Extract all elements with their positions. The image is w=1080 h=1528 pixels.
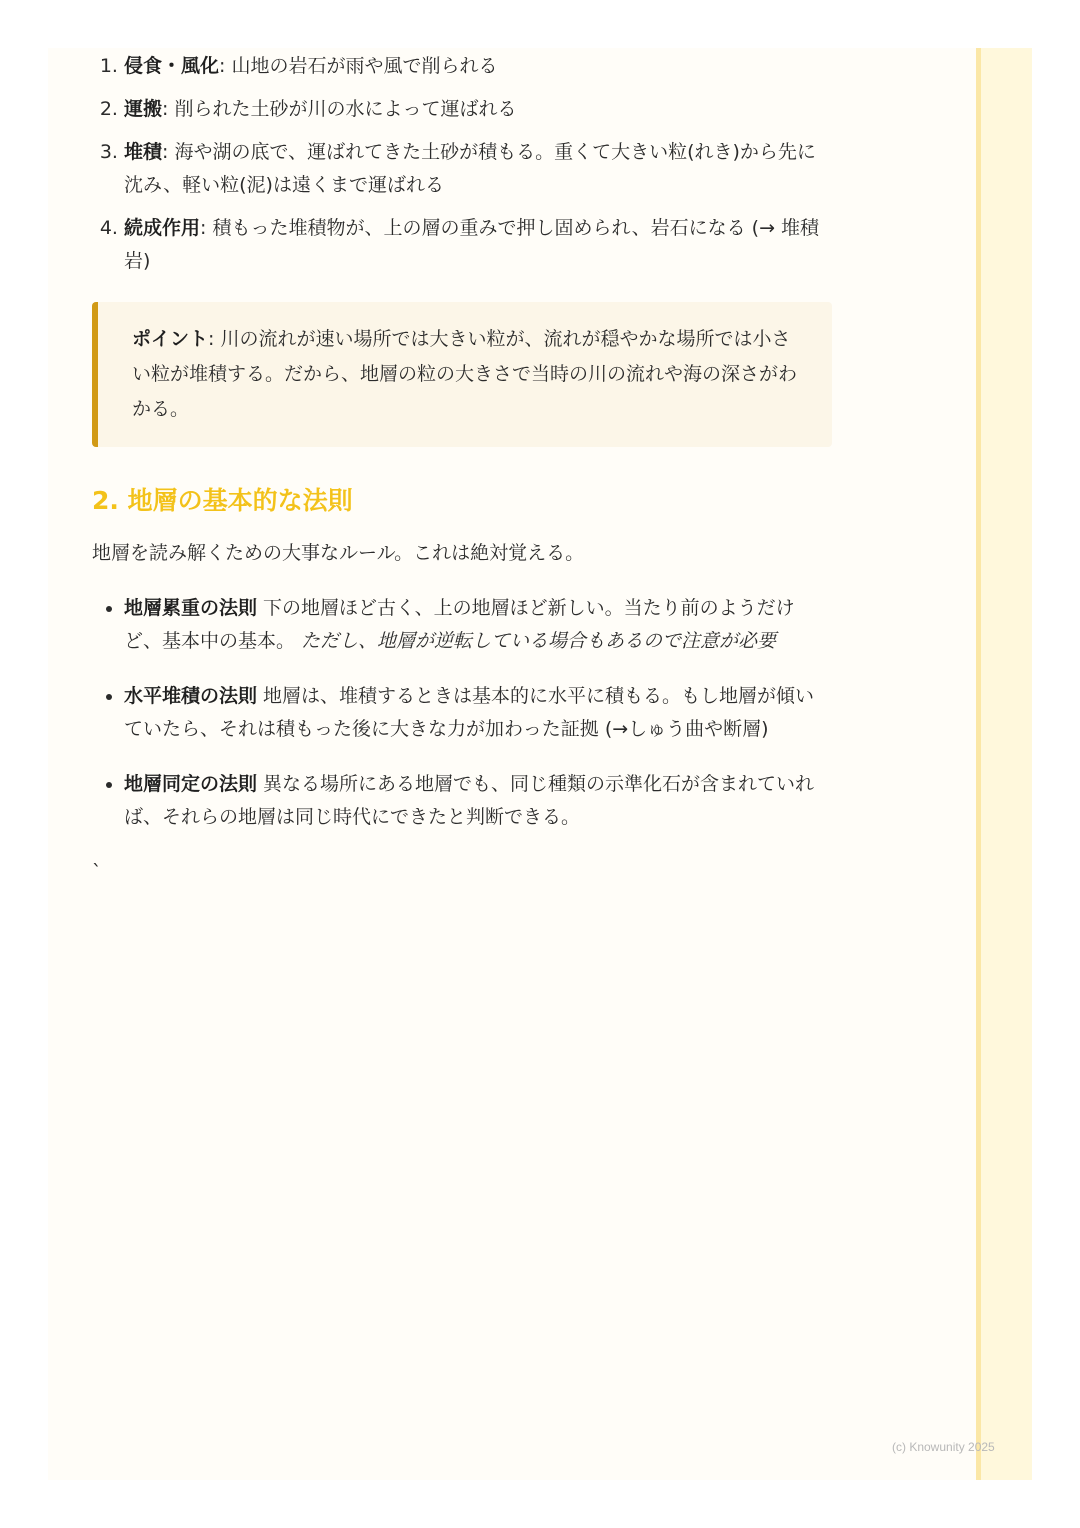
laws-list [92,592,832,834]
step-separator: : [200,217,213,239]
list-item [124,212,832,278]
step-term: 運搬 [124,98,163,120]
point-callout [92,302,832,447]
law-term: 水平堆積の法則 [124,685,258,707]
section-intro: 地層を読み解くための大事なルール。これは絶対覚える。 [92,542,585,564]
step-term: 堆積 [124,141,163,163]
step-text: 削られた土砂が川の水によって運ばれる [174,98,517,120]
section-heading: 2. 地層の基本的な法則 [92,486,353,515]
step-text: 積もった堆積物が、上の層の重みで押し固められ、岩石になる (→ 堆積岩) [124,217,820,272]
side-strip [976,48,1032,1480]
law-caution: ただし、地層が逆転している場合もあるので注意が必要 [301,630,777,652]
list-item [124,136,832,202]
document-content [92,50,832,889]
law-text: 異なる場所にある地層でも、同じ種類の示準化石が含まれていれば、それらの地層は同じ時代にできたと判断できる。 [124,773,815,828]
point-label: ポイント [132,328,209,350]
list-item [124,592,832,658]
law-text: 地層は、堆積するときは基本的に水平に積もる。もし地層が傾いていたら、それは積もった後に大きな力が加わった証拠 (→しゅう曲や断層) [124,685,815,740]
law-text: 下の地層ほど古く、上の地層ほど新しい。当たり前のようだけど、基本中の基本。 [124,597,795,652]
list-item [124,768,832,834]
side-strip-line [976,48,981,1480]
law-term: 地層同定の法則 [124,773,258,795]
step-separator: : [219,55,232,77]
stray-mark: ` [92,861,102,883]
law-term: 地層累重の法則 [124,597,258,619]
step-term: 侵食・風化 [124,55,220,77]
step-text: 山地の岩石が雨や風で削られる [231,55,498,77]
list-item [124,50,832,83]
point-text: : 川の流れが速い場所では大きい粒が、流れが穏やかな場所では小さい粒が堆積する。だから、地層の粒の大きさで当時の川の流れや海の深さがわかる。 [132,328,798,420]
step-term: 続成作用 [124,217,201,239]
copyright-notice: (c) Knowunity 2025 [892,1440,995,1454]
list-item [124,680,832,746]
step-separator: : [162,98,175,120]
step-separator: : [162,141,175,163]
list-item [124,93,832,126]
process-steps-list [92,50,832,278]
step-text: 海や湖の底で、運ばれてきた土砂が積もる。重くて大きい粒(れき)から先に沈み、軽い粒(泥)は遠くまで運ばれる [124,141,816,196]
